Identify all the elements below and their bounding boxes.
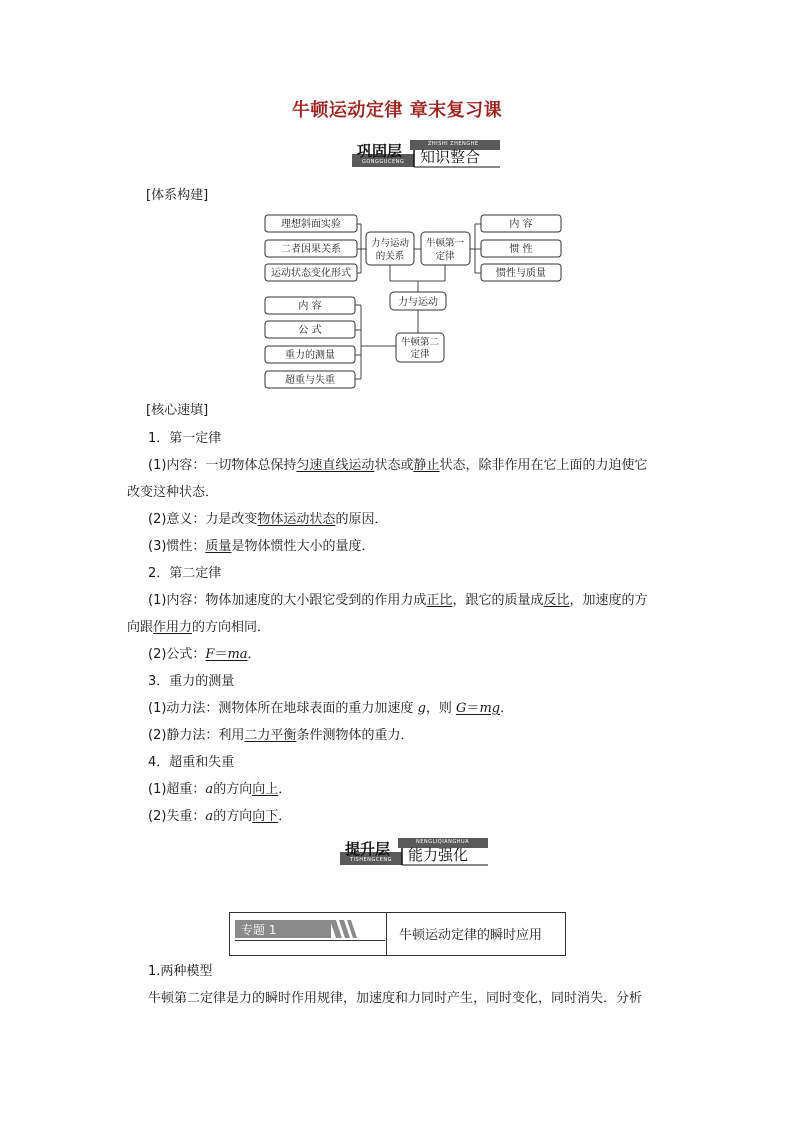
section-label-structure: [体系构建] xyxy=(146,188,209,203)
blank-formula: F＝ma xyxy=(205,647,248,662)
blank-rest: 静止 xyxy=(413,458,440,473)
topic-box xyxy=(229,912,566,956)
diagram-text-force-and-motion: 力与运动 xyxy=(398,297,438,308)
diagram-text-cause-effect: 二者因果关系 xyxy=(281,244,341,255)
diagram-text-relation: 力与运动的关系 xyxy=(370,238,410,262)
overweight-line: (1)超重：a的方向向上． xyxy=(148,782,292,797)
topic-tag-text: 专题 1 xyxy=(241,923,277,937)
gravity-dynamic-method: (1)动力法：测物体所在地球表面的重力加速度 g，则 G＝mg． xyxy=(148,701,514,716)
blank-gravity-formula: G＝mg xyxy=(456,701,501,716)
section-label-core: [核心速填] xyxy=(146,403,209,418)
heading-overweight: 4．超重和失重 xyxy=(148,755,235,770)
diagram-text-content-1: 内 容 xyxy=(509,219,533,230)
blank-proportional: 正比 xyxy=(426,593,453,608)
heading-second-law: 2．第二定律 xyxy=(148,566,222,581)
blank-up: 向上 xyxy=(252,782,279,797)
banner-pinyin-bottom: GONGGUCENG xyxy=(362,159,405,165)
blank-motion-state: 物体运动状态 xyxy=(257,512,336,527)
banner-title: 提升层 xyxy=(345,840,391,858)
diagram-text-inertia-mass: 惯性与质量 xyxy=(496,268,546,279)
topic-tag xyxy=(235,920,331,938)
diagram-text-state-change: 运动状态变化形式 xyxy=(271,268,351,279)
blank-force: 作用力 xyxy=(153,620,193,635)
heading-two-models: 1.两种模型 xyxy=(148,964,213,979)
heading-first-law: 1．第一定律 xyxy=(148,431,222,446)
diagram-text-first-law: 牛顿第一定律 xyxy=(425,238,465,262)
banner-pinyin-bottom: TISHENGCENG xyxy=(350,857,393,863)
second-law-formula: (2)公式：F＝ma． xyxy=(148,647,261,662)
blank-down: 向下 xyxy=(252,809,279,824)
paragraph-two-models: 牛顿第二定律是力的瞬时作用规律，加速度和力同时产生，同时变化，同时消失．分析 xyxy=(148,991,643,1006)
blank-mass: 质量 xyxy=(205,539,232,554)
banner-subtitle: 能力强化 xyxy=(408,846,469,864)
blank-balance: 二力平衡 xyxy=(244,728,297,743)
diagram-text-inertia: 惯 性 xyxy=(509,244,533,255)
first-law-content-line2: 改变这种状态． xyxy=(127,485,219,500)
diagram-text-content-2: 内 容 xyxy=(298,301,322,312)
topic-tag-stripes xyxy=(330,920,360,938)
second-law-content-line1: (1)内容：物体加速度的大小跟它受到的作用力成正比，跟它的质量成反比，加速度的方 xyxy=(148,593,648,608)
page-title: 牛顿运动定律 章末复习课 xyxy=(291,100,503,121)
diagram-text-gravity-measure: 重力的测量 xyxy=(285,350,335,361)
banner-title: 巩固层 xyxy=(357,142,403,160)
diagram-text-second-law: 牛顿第二定律 xyxy=(400,337,440,360)
diagram-text-overweight: 超重与失重 xyxy=(285,375,335,386)
diagram-text-formula: 公 式 xyxy=(298,325,322,336)
gravity-static-method: (2)静力法：利用二力平衡条件测物体的重力． xyxy=(148,728,414,743)
weightless-line: (2)失重：a的方向向下． xyxy=(148,809,292,824)
first-law-inertia: (3)惯性：质量是物体惯性大小的量度． xyxy=(148,539,375,554)
first-law-content-line1: (1)内容：一切物体总保持匀速直线运动状态或静止状态，除非作用在它上面的力迫使它 xyxy=(148,458,648,473)
blank-inverse: 反比 xyxy=(543,593,570,608)
banner-subtitle: 知识整合 xyxy=(420,148,481,166)
section-banner-consolidation xyxy=(352,138,500,168)
heading-gravity-measure: 3．重力的测量 xyxy=(148,674,235,689)
knowledge-structure-diagram xyxy=(255,210,575,392)
topic-tag-underline xyxy=(235,940,385,941)
diagram-text-ideal-incline: 理想斜面实验 xyxy=(281,219,341,230)
topic-tag-cell xyxy=(230,913,387,955)
topic-title: 牛顿运动定律的瞬时应用 xyxy=(399,928,543,943)
banner-pinyin-top: ZHISHI ZHENGHE xyxy=(428,141,479,147)
section-banner-enhancement xyxy=(340,836,488,866)
second-law-content-line2: 向跟作用力的方向相同． xyxy=(127,620,271,635)
first-law-meaning: (2)意义：力是改变物体运动状态的原因． xyxy=(148,512,388,527)
banner-pinyin-top: NENGLIQIANGHUA xyxy=(416,839,470,845)
blank-uniform-motion: 匀速直线运动 xyxy=(296,458,375,473)
